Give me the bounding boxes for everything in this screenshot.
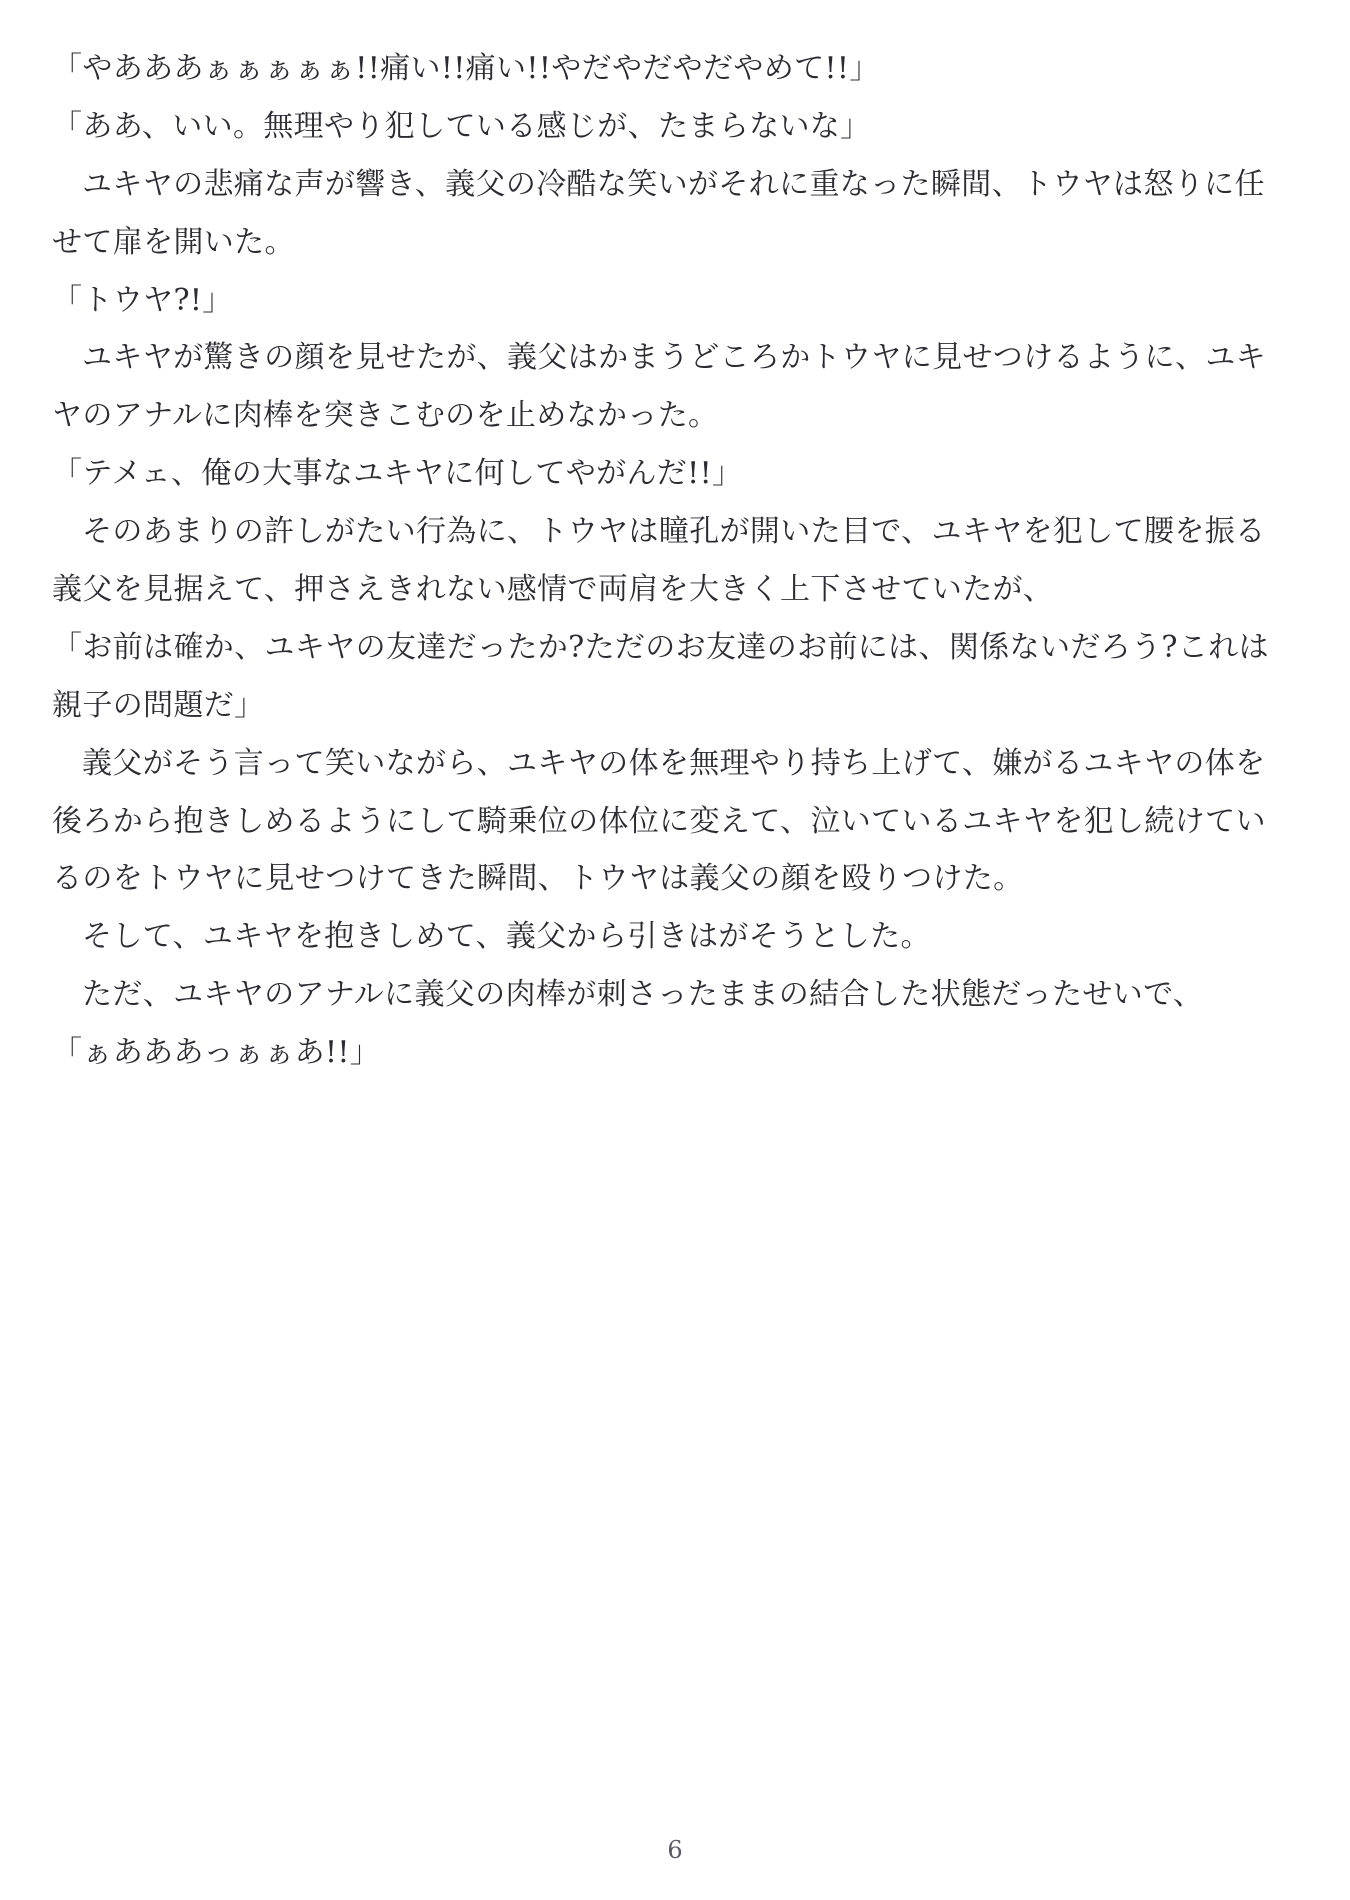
paragraph: 「ああ、いい。無理やり犯している感じが、たまらないな」 — [52, 108, 871, 144]
page-number: 6 — [667, 1836, 683, 1864]
paragraph: 「トウヤ?!」 — [52, 282, 233, 318]
paragraph: ユキヤが驚きの顔を見せたが、義父はかまうどころかトウヤに見せつけるように、ユキヤのアナルに肉棒を突きこむのを止めなかった。 — [52, 340, 1267, 434]
paragraph: 「お前は確か、ユキヤの友達だったか?ただのお友達のお前には、関係ないだろう?これは親子の問題だ」 — [52, 629, 1269, 723]
paragraph: 義父がそう言って笑いながら、ユキヤの体を無理やり持ち上げて、嫌がるユキヤの体を後ろから抱きしめるようにして騎乗位の体位に変えて、泣いているユキヤを犯し続けているのをトウヤに見せつけてきた瞬間、トウヤは義父の顔を殴りつけた。 — [52, 745, 1266, 897]
paragraph: そのあまりの許しがたい行為に、トウヤは瞳孔が開いた目で、ユキヤを犯して腰を振る義父を見据えて、押さえきれない感情で両肩を大きく上下させていたが、 — [52, 514, 1266, 608]
paragraph: 「やあああぁぁぁぁぁ!!痛い!!痛い!!やだやだやだやめて!!」 — [52, 51, 880, 86]
paragraph: 「ぁあああっぁぁあ!!」 — [52, 1035, 381, 1071]
paragraph: ただ、ユキヤのアナルに義父の肉棒が刺さったままの結合した状態だったせいで、 — [82, 977, 1204, 1013]
paragraph: ユキヤの悲痛な声が響き、義父の冷酷な笑いがそれに重なった瞬間、トウヤは怒りに任せて扉を開いた。 — [52, 166, 1265, 260]
document-body — [52, 40, 1278, 1082]
paragraph: そして、ユキヤを抱きしめて、義父から引きはがそうとした。 — [82, 919, 931, 955]
paragraph: 「テメェ、俺の大事なユキヤに何してやがんだ!!」 — [52, 456, 743, 492]
